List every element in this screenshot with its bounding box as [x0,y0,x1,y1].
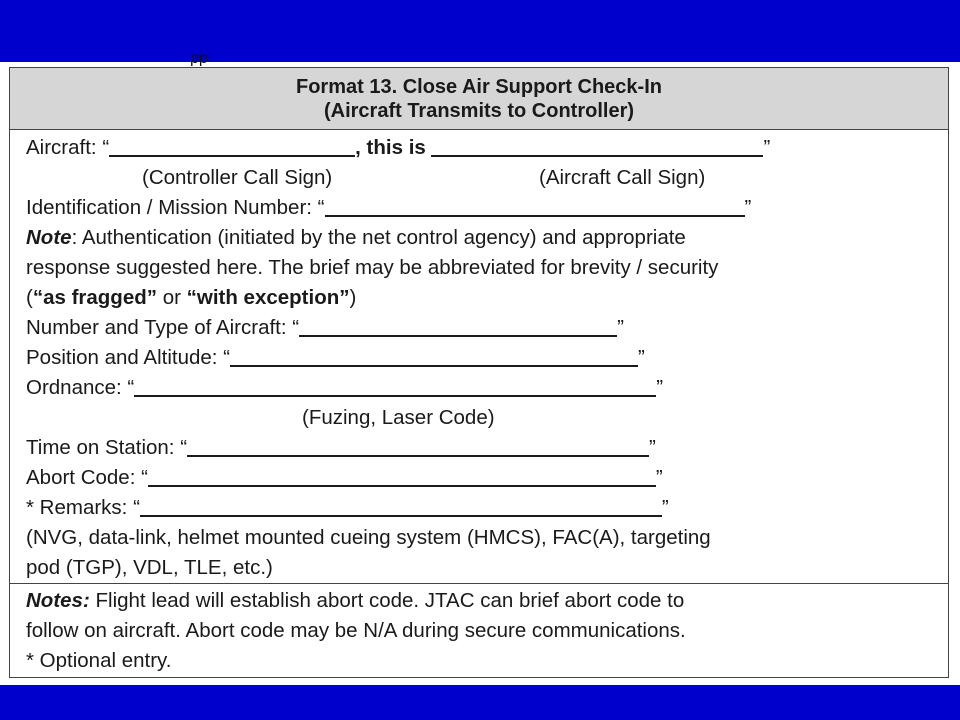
remarks-examples-line-2: pod (TGP), VDL, TLE, etc.) [26,556,273,579]
aircraft-line: Aircraft: “ , this is ” [26,136,771,159]
fuzing-laser-caption: (Fuzing, Laser Code) [302,406,495,429]
time-on-station-blank [187,437,649,457]
position-altitude-line: Position and Altitude: “ ” [26,346,645,369]
note-line-2: response suggested here. The brief may be abbreviated for brevity / security [26,256,719,279]
format-title: Format 13. Close Air Support Check-In [296,76,662,98]
remarks-blank [140,497,662,517]
time-on-station-line: Time on Station: “ ” [26,436,656,459]
ordnance-blank [134,377,656,397]
bottom-band [0,685,960,720]
notes-line-3: * Optional entry. [26,649,172,672]
cut-off-heading-text: pp [190,52,208,66]
notes-line-2: follow on aircraft. Abort code may be N/A during secure communications. [26,619,686,642]
number-type-blank [299,317,617,337]
identification-line: Identification / Mission Number: “ ” [26,196,752,219]
remarks-examples-line-1: (NVG, data-link, helmet mounted cueing system (HMCS), FAC(A), targeting [26,526,711,549]
number-type-line: Number and Type of Aircraft: “ ” [26,316,624,339]
remarks-line: * Remarks: “ ” [26,496,669,519]
abort-code-line: Abort Code: “ ” [26,466,663,489]
top-title-band [0,0,960,62]
format-subtitle: (Aircraft Transmits to Controller) [323,100,635,122]
ordnance-line: Ordnance: “ ” [26,376,664,399]
format-header [9,67,949,130]
note-line-1: Note: Authentication (initiated by the net control agency) and appropriate [26,226,686,249]
aircraft-call-sign-caption: (Aircraft Call Sign) [539,166,706,189]
controller-call-sign-caption: (Controller Call Sign) [142,166,333,189]
controller-call-sign-blank [109,137,355,157]
note-line-3: (“as fragged” or “with exception”) [26,286,357,309]
abort-code-blank [148,467,656,487]
mission-number-blank [325,197,745,217]
position-altitude-blank [230,347,638,367]
notes-line-1: Notes: Flight lead will establish abort code. JTAC can brief abort code to [26,589,685,612]
notes-divider [9,583,949,584]
aircraft-call-sign-blank [431,137,763,157]
